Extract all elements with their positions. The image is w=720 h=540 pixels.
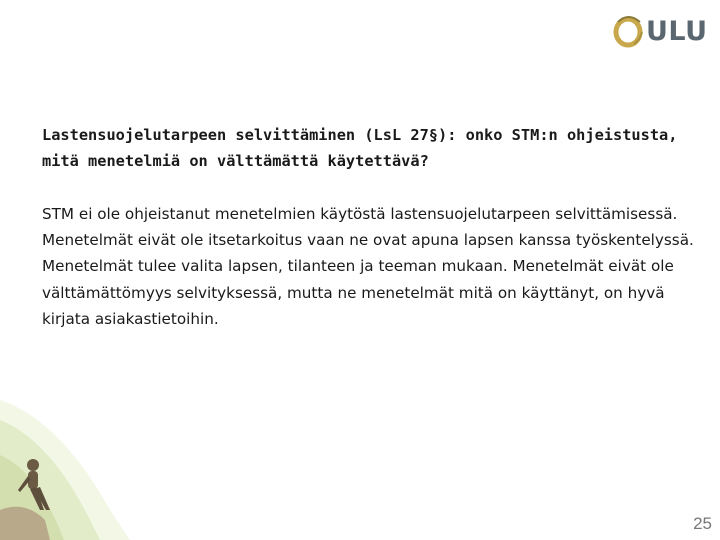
page-number: 25 bbox=[693, 514, 712, 533]
oulu-ring-logo-icon bbox=[612, 14, 646, 50]
sitting-child-statue-image bbox=[0, 360, 130, 540]
slide-heading: Lastensuojelutarpeen selvittäminen (LsL 27§): onko STM:n ohjeistusta, mitä menetelmiä on välttämättä käytettävä? bbox=[42, 126, 678, 170]
logo-text: ULU bbox=[646, 16, 708, 47]
slide-body-text: STM ei ole ohjeistanut menetelmien käytöstä lastensuojelutarpeen selvittämisessä. Menetelmät eivät ole itsetarkoitus vaan ne ovat apuna lapsen kanssa työskentelyssä. Menetelmät tulee valita lapsen, tilanteen ja teeman mukaan. Menetelmät eivät ole välttämättömyys selvityksessä, mutta ne menetelmät mitä on käyttänyt, on hyvä kirjata asiakastietoihin. bbox=[42, 205, 694, 328]
oulu-logo bbox=[612, 14, 708, 50]
